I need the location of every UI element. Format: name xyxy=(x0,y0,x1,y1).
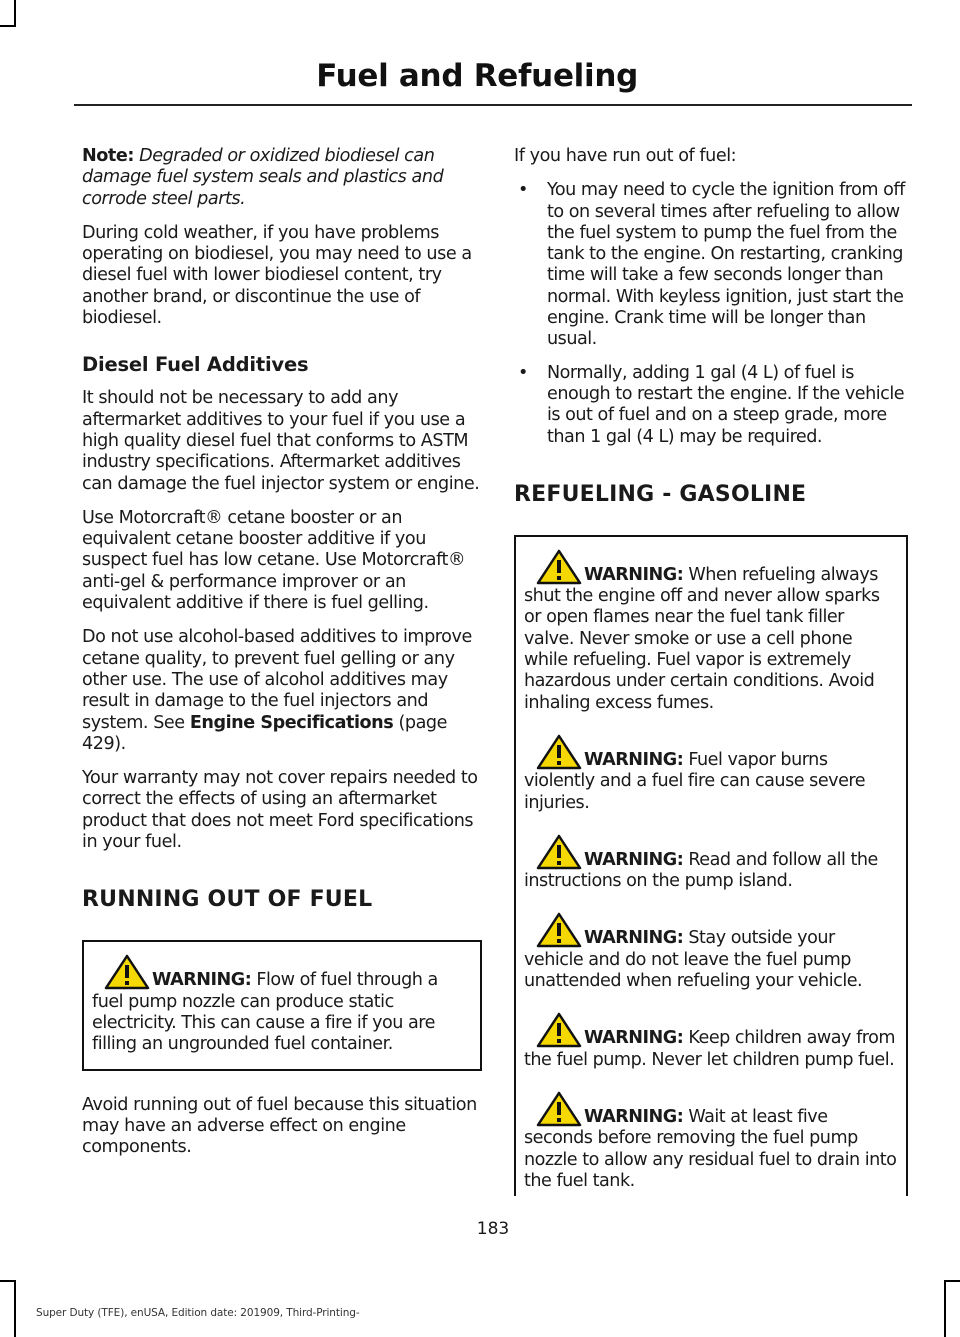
warning-triangle-icon xyxy=(536,1091,582,1127)
warning-item xyxy=(524,1091,898,1192)
warning-triangle-icon xyxy=(536,549,582,585)
engine-specifications-link[interactable]: Engine Specifications xyxy=(189,712,394,733)
right-column xyxy=(514,146,908,1196)
warning-triangle-icon xyxy=(536,1012,582,1048)
warning-label: WARNING: xyxy=(584,928,684,949)
list-item xyxy=(514,363,908,448)
warning-label: WARNING: xyxy=(584,564,684,585)
crop-mark xyxy=(14,1280,16,1337)
ran-out-list xyxy=(514,180,908,448)
page-title: Fuel and Refueling xyxy=(316,58,638,94)
note-label: Note: xyxy=(82,146,134,166)
warning-text: Read and follow all the instructions on the pump island. xyxy=(524,849,878,892)
additives-paragraph-2: Use Motorcraft® cetane booster or an equivalent cetane booster additive if you suspect fuel has low cetane. Use Motorcraft® anti-gel & performance improver or an equivalent additive if there is fuel gelling. xyxy=(82,507,466,614)
additives-text: Do not use alcohol-based additives to improve cetane quality, to prevent fuel gelling or any other use. The use of alcohol additives may result in damage to the fuel injectors and system. See xyxy=(82,627,472,733)
bullet: • xyxy=(518,362,528,383)
header-divider xyxy=(74,104,912,106)
warning-triangle-icon xyxy=(536,912,582,948)
warning-text: Flow of fuel through a fuel pump nozzle can produce static electricity. This can cause a fire if you are filling an ungrounded fuel container. xyxy=(92,970,438,1055)
warning-label: WARNING: xyxy=(152,970,252,991)
crop-mark xyxy=(0,1280,16,1282)
refueling-gasoline-heading: REFUELING - GASOLINE xyxy=(514,481,807,507)
list-item-text: Normally, adding 1 gal (4 L) of fuel is enough to restart the engine. If the vehicle is out of fuel and on a steep grade, more than 1 gal (4 L) may be required. xyxy=(547,362,905,447)
additives-paragraph-1: It should not be necessary to add any aftermarket additives to your fuel if you use a high quality diesel fuel that conforms to ASTM industry specifications. Aftermarket additives can damage the fuel injector system or engine. xyxy=(82,388,480,494)
warning-item xyxy=(524,1012,898,1071)
cold-weather-paragraph: During cold weather, if you have problems operating on biodiesel, you may need to use a diesel fuel with lower biodiesel content, try another brand, or discontinue the use of biodiesel. xyxy=(82,222,472,329)
warning-label: WARNING: xyxy=(584,1106,684,1127)
warning-item xyxy=(524,834,898,893)
page-reference: (page 429). xyxy=(82,712,447,754)
warning-triangle-icon xyxy=(104,954,150,990)
running-out-of-fuel-heading: RUNNING OUT OF FUEL xyxy=(82,887,373,913)
warning-label: WARNING: xyxy=(584,849,684,870)
biodiesel-note xyxy=(82,146,482,210)
list-item-text: You may need to cycle the ignition from off to on several times after refueling to allow the fuel system to pump the fuel from the tank to the engine. On restarting, cranking time will take a few seconds longer than normal. With keyless ignition, just start the engine. Crank time will be longer than usual. xyxy=(547,180,905,350)
warning-triangle-icon xyxy=(536,734,582,770)
crop-mark xyxy=(944,1280,946,1337)
footer-edition-info: Super Duty (TFE), enUSA, Edition date: 201909, Third-Printing- xyxy=(36,1307,360,1319)
warning-item xyxy=(524,734,898,814)
warning-label: WARNING: xyxy=(584,749,684,770)
warning-item xyxy=(524,549,898,714)
note-text: Degraded or oxidized biodiesel can damage fuel system seals and plastics and corrode steel parts. xyxy=(82,146,444,209)
diesel-additives-heading: Diesel Fuel Additives xyxy=(82,353,309,377)
left-column xyxy=(82,146,482,1171)
warning-text: Stay outside your vehicle and do not leave the fuel pump unattended when refueling your vehicle. xyxy=(524,928,863,992)
warning-item xyxy=(92,954,472,1055)
warranty-paragraph: Your warranty may not cover repairs needed to correct the effects of using an aftermarket product that does not meet Ford specifications in your fuel. xyxy=(82,768,478,853)
warning-triangle-icon xyxy=(536,834,582,870)
crop-mark xyxy=(0,25,16,27)
avoid-running-out-paragraph: Avoid running out of fuel because this situation may have an adverse effect on engine components. xyxy=(82,1094,477,1158)
crop-mark xyxy=(14,0,16,26)
warning-box xyxy=(514,535,908,1196)
warning-text: Wait at least five seconds before removing the fuel pump nozzle to allow any residual fuel to drain into the fuel tank. xyxy=(524,1106,897,1191)
additives-paragraph-3 xyxy=(82,627,482,755)
bullet: • xyxy=(518,180,528,201)
crop-mark xyxy=(944,1280,960,1282)
page-number: 183 xyxy=(476,1219,510,1239)
warning-text: Keep children away from the fuel pump. Never let children pump fuel. xyxy=(524,1028,896,1070)
ran-out-intro: If you have run out of fuel: xyxy=(514,146,737,166)
warning-label: WARNING: xyxy=(584,1028,684,1049)
warning-box xyxy=(82,940,482,1070)
list-item xyxy=(514,180,908,350)
warning-text: Fuel vapor burns violently and a fuel fire can cause severe injuries. xyxy=(524,749,866,813)
warning-text: When refueling always shut the engine off and never allow sparks or open flames near the fuel tank filler valve. Never smoke or use a cell phone while refueling. Fuel vapor is extremely hazardous under certain conditions. Avoid inhaling excess fumes. xyxy=(524,564,880,713)
warning-item xyxy=(524,912,898,992)
